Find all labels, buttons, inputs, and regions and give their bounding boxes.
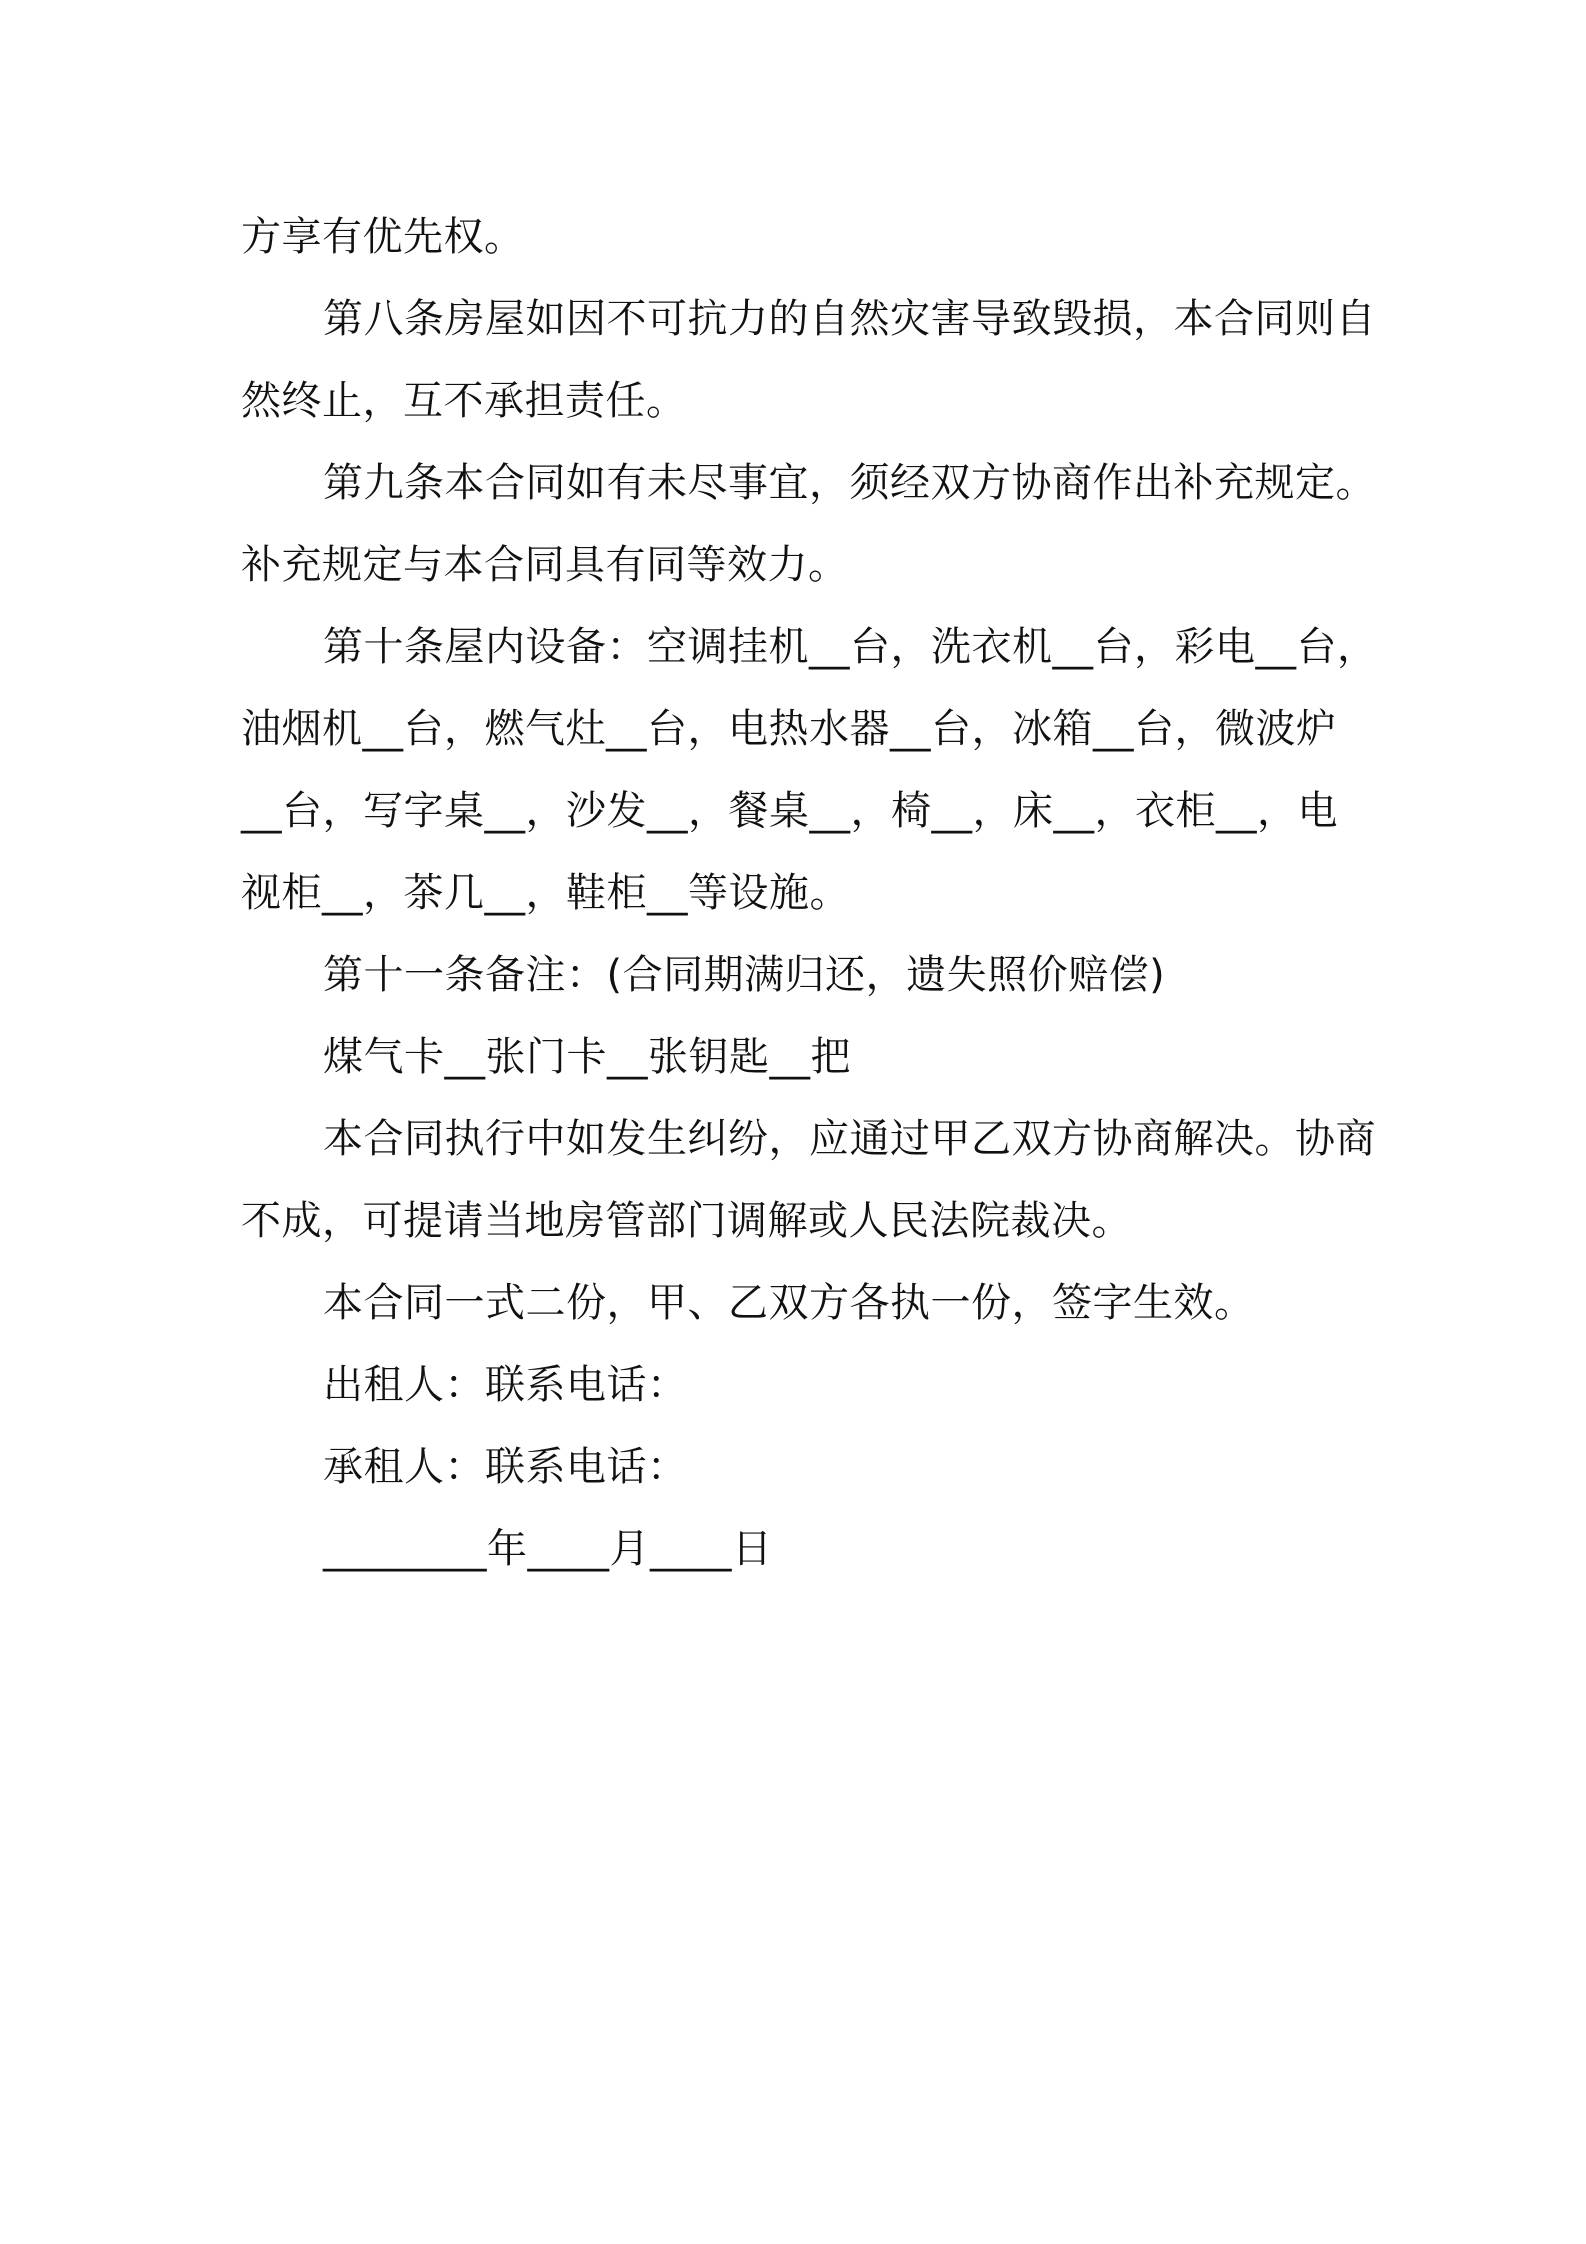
date-line: ________年____月____日 (323, 1526, 773, 1572)
article-11-note: 第十一条备注：(合同期满归还，遗失照价赔偿) (323, 952, 1166, 998)
lessee-signature-line: 承租人：联系电话： (323, 1444, 688, 1490)
article-8-line-2: 然终止，互不承担责任。 (241, 378, 687, 424)
document-body (241, 196, 1378, 1590)
article-10-line-1: 第十条屋内设备：空调挂机__台，洗衣机__台，彩电__台， (323, 624, 1378, 670)
copies-line: 本合同一式二份，甲、乙双方各执一份，签字生效。 (323, 1280, 1255, 1326)
article-10-line-3: __台，写字桌__，沙发__，餐桌__，椅__，床__，衣柜__，电 (241, 788, 1338, 834)
article-9-line-2: 补充规定与本合同具有同等效力。 (241, 542, 849, 588)
paragraph-line: 方享有优先权。 (241, 214, 525, 260)
dispute-line-2: 不成，可提请当地房管部门调解或人民法院裁决。 (241, 1198, 1132, 1244)
lessor-signature-line: 出租人：联系电话： (323, 1362, 688, 1408)
keys-cards-line: 煤气卡__张门卡__张钥匙__把 (323, 1034, 851, 1080)
article-10-line-2: 油烟机__台，燃气灶__台，电热水器__台，冰箱__台，微波炉 (241, 706, 1337, 752)
article-9-line-1: 第九条本合同如有未尽事宜，须经双方协商作出补充规定。 (323, 460, 1376, 506)
article-8-line-1: 第八条房屋如因不可抗力的自然灾害导致毁损，本合同则自 (323, 296, 1376, 342)
article-10-line-4: 视柜__，茶几__，鞋柜__等设施。 (241, 870, 850, 916)
dispute-line-1: 本合同执行中如发生纠纷，应通过甲乙双方协商解决。协商 (323, 1116, 1376, 1162)
